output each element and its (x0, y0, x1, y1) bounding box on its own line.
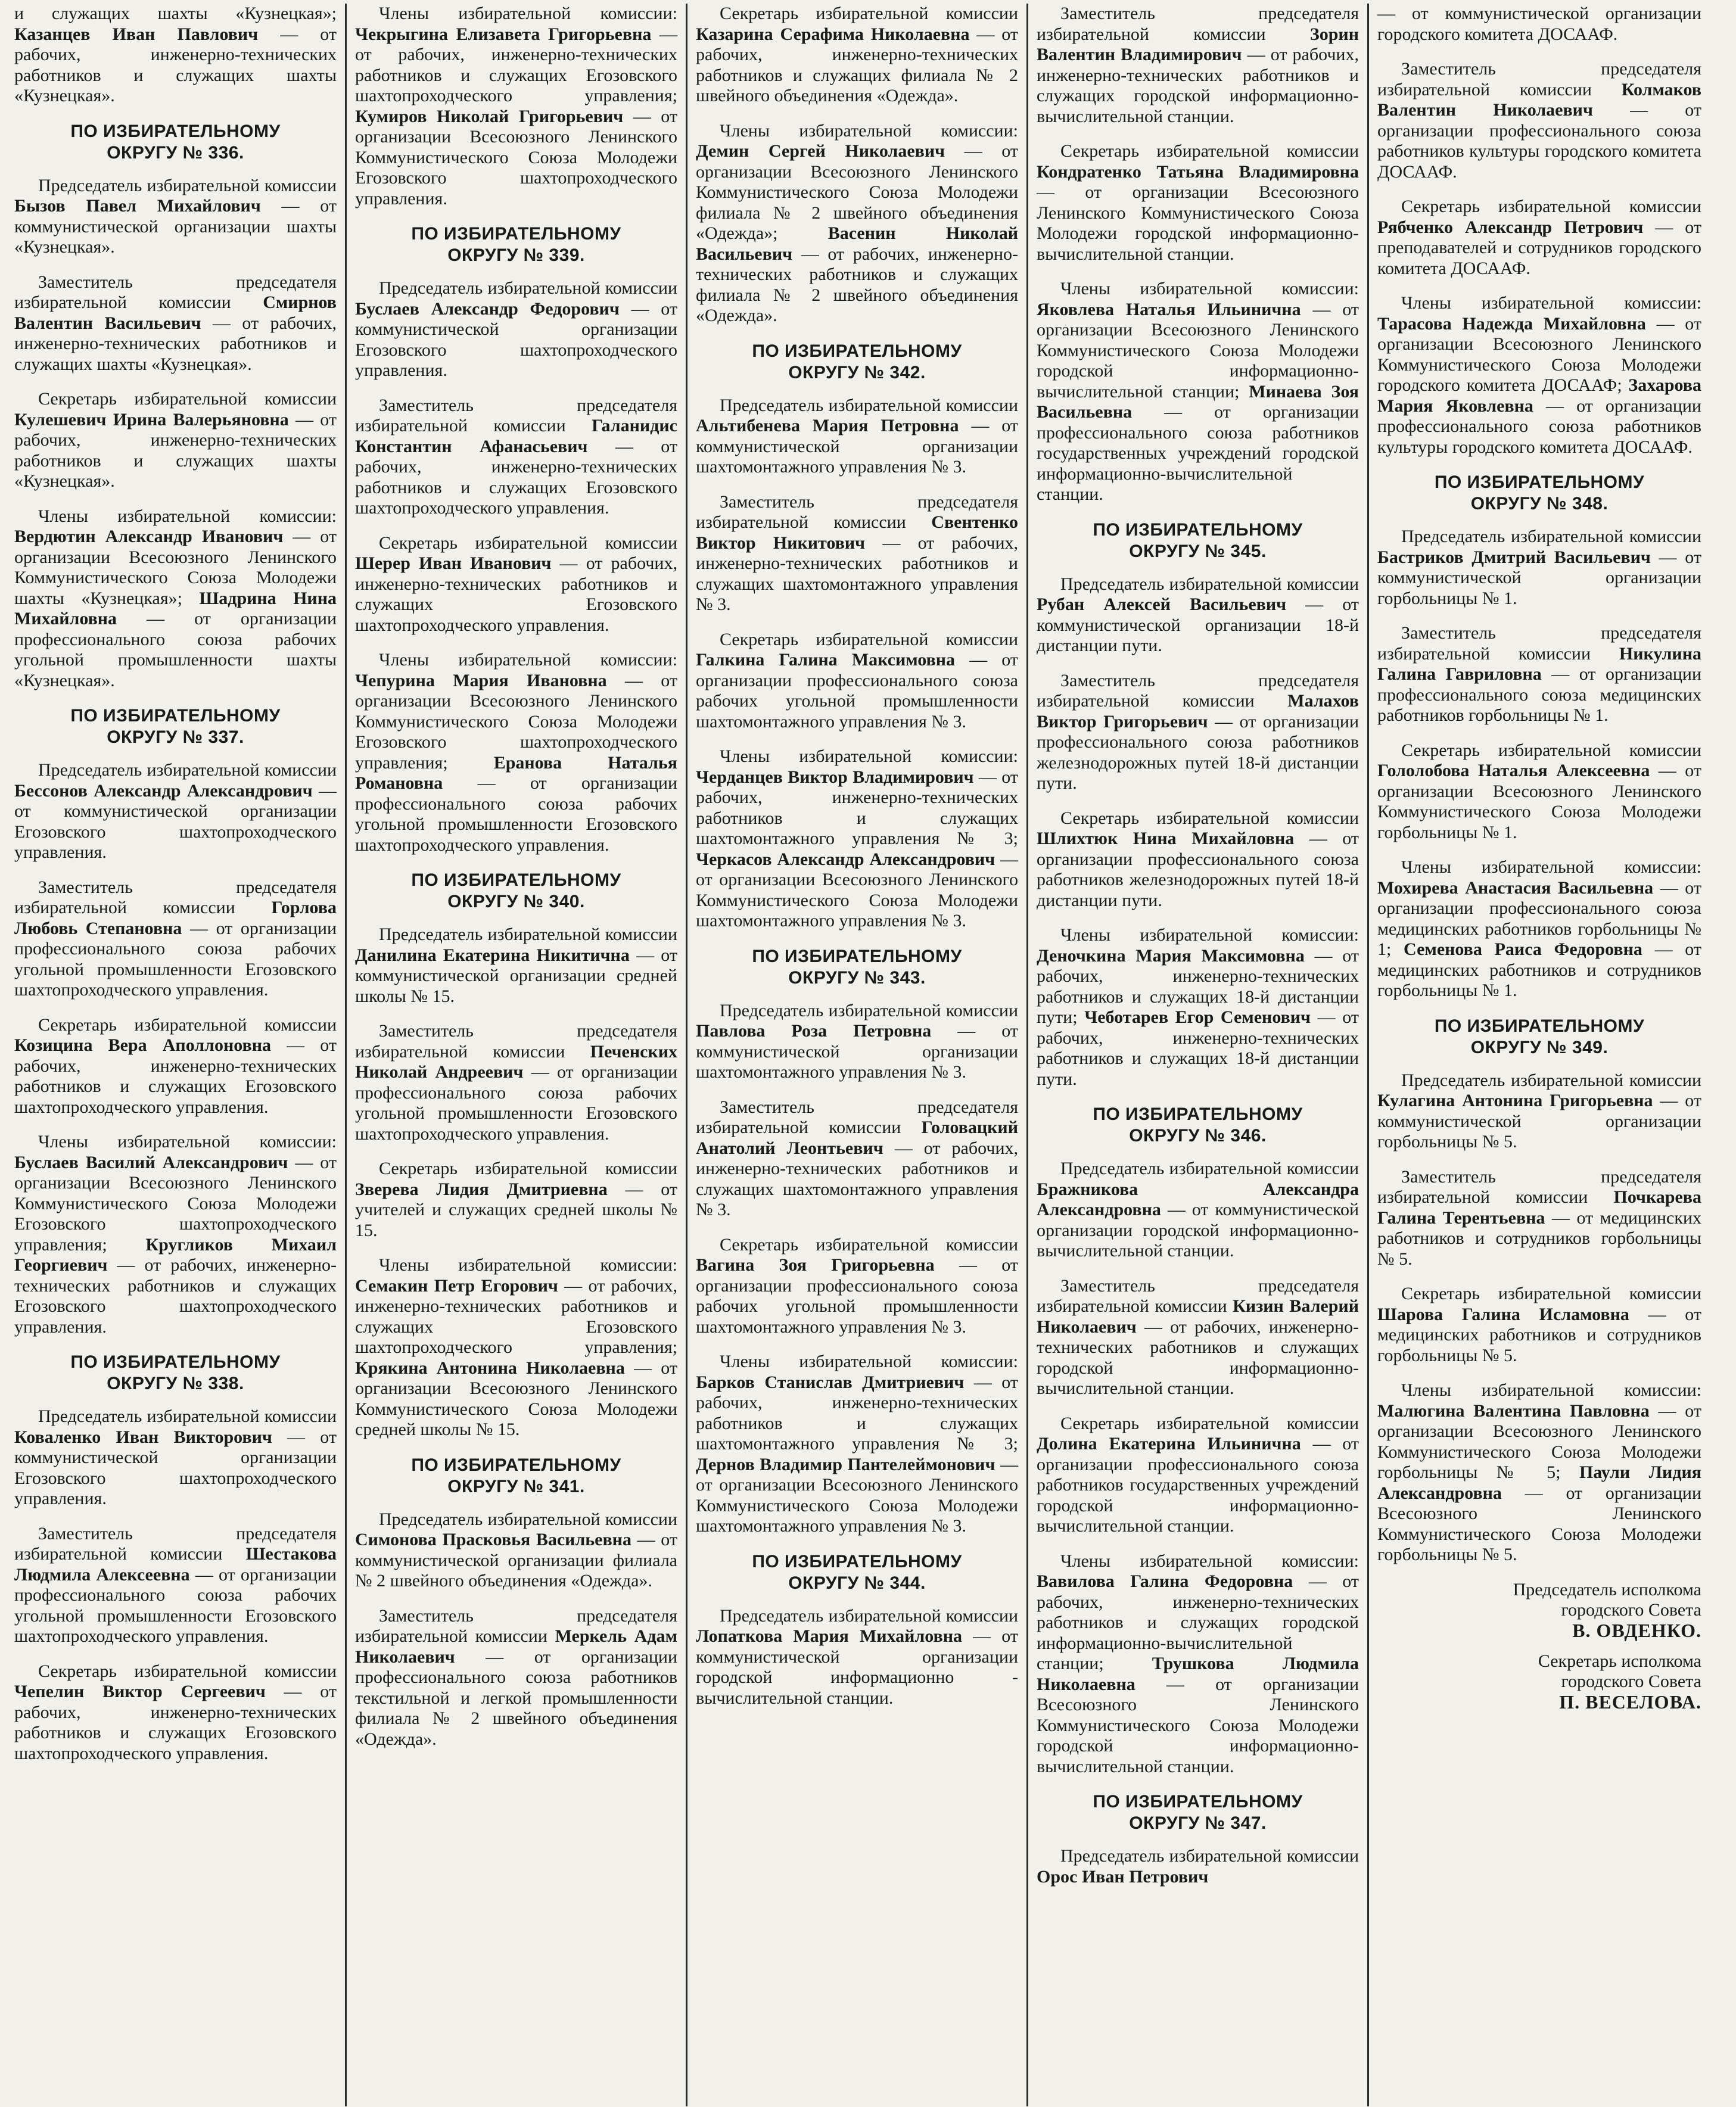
district-heading-number: ОКРУГУ № 345. (1129, 541, 1267, 561)
commission-entry: Секретарь избирательной комиссии Кондратенко Татьяна Владимировна — от организации Всесоюзного Ленинского Коммунистического Союза Молодежи городской информационно-вычислительной станции. (1037, 141, 1359, 264)
commission-entry: Председатель избирательной комиссии Альтибенева Мария Петровна — от коммунистической организации шахтомонтажного управления № 3. (696, 395, 1018, 477)
commission-entry: Председатель избирательной комиссии Коваленко Иван Викторович — от коммунистической организации Егозовского шахтопроходческого управления. (14, 1406, 337, 1508)
signature-block (1377, 1580, 1701, 1641)
district-heading-number: ОКРУГУ № 339. (447, 245, 585, 265)
district-heading (1377, 1016, 1701, 1059)
commission-entry: Члены избирательной комиссии: Буслаев Василий Александрович — от организации Всесоюзного Ленинского Коммунистического Союза Молодежи Егозовского шахтопроходческого управления; Кругликов Михаил Георгиевич — от рабочих, инженерно-технических работников и служащих Егозовского шахтопроходческого управления. (14, 1132, 337, 1337)
commission-entry: Председатель избирательной комиссии Орос Иван Петрович (1037, 1846, 1359, 1887)
district-heading-line1: ПО ИЗБИРАТЕЛЬНОМУ (411, 870, 621, 890)
commission-entry: Члены избирательной комиссии: Вавилова Галина Федоровна — от рабочих, инженерно-технических работников и служащих городской информационно-вычислительной станции; Трушкова Людмила Николаевна — от организации Всесоюзного Ленинского Коммунистического Союза Молодежи городской информационно-вычислительной станции. (1037, 1551, 1359, 1776)
commission-entry: Секретарь избирательной комиссии Кулешевич Ирина Валерьяновна — от рабочих, инженерно-технических работников и служащих шахты «Кузнецкая». (14, 389, 337, 491)
commission-entry: Члены избирательной комиссии: Тарасова Надежда Михайловна — от организации Всесоюзного Ленинского Коммунистического Союза Молодежи городского комитета ДОСААФ; Захарова Мария Яковлевна — от организации профессионального союза работников культуры городского комитета ДОСААФ. (1377, 293, 1701, 457)
commission-entry: Секретарь избирательной комиссии Казарина Серафима Николаевна — от рабочих, инженерно-технических работников и служащих филиала № 2 швейного объединения «Одежда». (696, 4, 1018, 105)
district-heading-line1: ПО ИЗБИРАТЕЛЬНОМУ (411, 224, 621, 244)
district-heading-line1: ПО ИЗБИРАТЕЛЬНОМУ (70, 121, 281, 141)
district-heading (1037, 1791, 1359, 1834)
commission-entry: Секретарь избирательной комиссии Зверева Лидия Дмитриевна — от учителей и служащих средней школы № 15. (355, 1159, 677, 1240)
commission-entry: Члены избирательной комиссии: Черданцев Виктор Владимирович — от рабочих, инженерно-технических работников и служащих шахтомонтажного управления № 3; Черкасов Александр Александрович — от организации Всесоюзного Ленинского Коммунистического Союза Молодежи шахтомонтажного управления № 3. (696, 746, 1019, 930)
signature-title: Секретарь исполкома (1538, 1651, 1701, 1671)
commission-entry: Заместитель председателя избирательной комиссии Галанидис Константин Афанасьевич — от рабочих, инженерно-технических работников и служащих Егозовского шахтопроходческого управления. (355, 395, 677, 518)
commission-entry: Члены избирательной комиссии: Чекрыгина Елизавета Григорьевна — от рабочих, инженерно-технических работников и служащих Егозовского шахтопроходческого управления; Кумиров Николай Григорьевич — от организации Всесоюзного Ленинского Коммунистического Союза Молодежи Егозовского шахтопроходческого управления. (355, 4, 678, 208)
district-heading (355, 1455, 677, 1498)
commission-entry: Секретарь избирательной комиссии Гололобова Наталья Алексеевна — от организации Всесоюзного Ленинского Коммунистического Союза Молодежи горбольницы № 1. (1377, 740, 1701, 842)
commission-entry: Заместитель председателя избирательной комиссии Малахов Виктор Григорьевич — от организации профессионального союза работников железнодорожных путей 18-й дистанции пути. (1037, 670, 1359, 793)
signature-title: Председатель исполкома (1513, 1579, 1701, 1599)
commission-entry: Заместитель председателя избирательной комиссии Печенских Николай Андреевич — от организации профессионального союза рабочих угольной промышленности Егозовского шахтопроходческого управления. (355, 1021, 678, 1144)
commission-entry: Председатель избирательной комиссии Бессонов Александр Александрович — от коммунистической организации Егозовского шахтопроходческого управления. (14, 760, 337, 862)
district-heading-number: ОКРУГУ № 347. (1129, 1813, 1267, 1833)
district-heading-number: ОКРУГУ № 336. (107, 142, 244, 163)
district-heading (14, 705, 337, 748)
district-heading-number: ОКРУГУ № 346. (1129, 1126, 1267, 1146)
commission-entry: Члены избирательной комиссии: Мохирева Анастасия Васильевна — от организации профессионального союза медицинских работников горбольницы № 1; Семенова Раиса Федоровна — от медицинских работников и сотрудников горбольницы № 1. (1377, 857, 1701, 1000)
district-heading-number: ОКРУГУ № 337. (107, 727, 244, 747)
district-heading-number: ОКРУГУ № 343. (788, 967, 926, 988)
district-heading-line1: ПО ИЗБИРАТЕЛЬНОМУ (70, 706, 281, 726)
commission-entry: и служащих шахты «Кузнецкая»; Казанцев Иван Павлович — от рабочих, инженерно-технических работников и служащих шахты «Кузнецкая». (14, 4, 337, 105)
commission-entry: Заместитель председателя избирательной комиссии Горлова Любовь Степановна — от организации профессионального союза рабочих угольной промышленности Егозовского шахтопроходческого управления. (14, 877, 337, 1000)
district-heading-line1: ПО ИЗБИРАТЕЛЬНОМУ (411, 1455, 621, 1475)
commission-entry: Председатель избирательной комиссии Данилина Екатерина Никитична — от коммунистической организации средней школы № 15. (355, 925, 677, 1006)
district-heading-number: ОКРУГУ № 348. (1470, 494, 1609, 513)
district-heading-number: ОКРУГУ № 349. (1470, 1037, 1609, 1057)
commission-entry: Заместитель председателя избирательной комиссии Меркель Адам Николаевич — от организации профессионального союза работников текстильной и легкой промышленности филиала № 2 швейного объединения «Одежда». (355, 1605, 677, 1749)
commission-entry: Секретарь избирательной комиссии Шарова Галина Исламовна — от медицинских работников и сотрудников горбольницы № 5. (1377, 1284, 1701, 1365)
district-heading-number: ОКРУГУ № 340. (447, 892, 585, 911)
district-heading-line1: ПО ИЗБИРАТЕЛЬНОМУ (1434, 1016, 1645, 1036)
signature-title: городского Совета (1561, 1671, 1701, 1691)
district-heading (355, 223, 677, 266)
column-1 (6, 4, 347, 2106)
district-heading-line1: ПО ИЗБИРАТЕЛЬНОМУ (752, 341, 962, 361)
district-heading-line1: ПО ИЗБИРАТЕЛЬНОМУ (1093, 1104, 1303, 1124)
commission-entry: Председатель избирательной комиссии Буслаев Александр Федорович — от коммунистической организации Егозовского шахтопроходческого управления. (355, 278, 677, 380)
column-2 (347, 4, 687, 2106)
commission-entry: Заместитель председателя избирательной комиссии Смирнов Валентин Васильевич — от рабочих, инженерно-технических работников и служащих шахты «Кузнецкая». (14, 272, 337, 374)
commission-entry: Секретарь избирательной комиссии Вагина Зоя Григорьевна — от организации профессионального союза рабочих угольной промышленности шахтомонтажного управления № 3. (696, 1234, 1018, 1337)
district-heading-number: ОКРУГУ № 338. (107, 1374, 244, 1393)
district-heading-number: ОКРУГУ № 342. (788, 362, 926, 382)
commission-entry: Секретарь избирательной комиссии Долина Екатерина Ильинична — от организации профессионального союза работников государственных учреждений городской информационно-вычислительной станции. (1037, 1413, 1359, 1536)
district-heading (355, 870, 677, 913)
commission-entry: Заместитель председателя избирательной комиссии Колмаков Валентин Николаевич — от организации профессионального союза работников культуры городского комитета ДОСААФ. (1377, 59, 1702, 182)
district-heading-line1: ПО ИЗБИРАТЕЛЬНОМУ (1093, 519, 1303, 540)
district-heading-line1: ПО ИЗБИРАТЕЛЬНОМУ (752, 1551, 962, 1571)
commission-entry: Председатель избирательной комиссии Симонова Прасковья Васильевна — от коммунистической организации филиала № 2 швейного объединения «Одежда». (355, 1509, 678, 1591)
commission-entry: Заместитель председателя избирательной комиссии Почкарева Галина Терентьевна — от медицинских работников и сотрудников горбольницы № 5. (1377, 1166, 1701, 1269)
commission-entry: Секретарь избирательной комиссии Шерер Иван Иванович — от рабочих, инженерно-технических работников и служащих Егозовского шахтопроходческого управления. (355, 533, 677, 635)
district-heading (696, 946, 1018, 989)
district-heading (14, 1352, 337, 1395)
district-heading-number: ОКРУГУ № 341. (447, 1476, 585, 1496)
commission-entry: Заместитель председателя избирательной комиссии Головацкий Анатолий Леонтьевич — от рабочих, инженерно-технических работников и служащих шахтомонтажного управления № 3. (696, 1097, 1018, 1219)
commission-entry: Члены избирательной комиссии: Яковлева Наталья Ильинична — от организации Всесоюзного Ленинского Коммунистического Союза Молодежи городской информационно-вычислительной станции; Минаева Зоя Васильевна — от организации профессионального союза работников государственных учреждений городской информационно-вычислительной станции. (1037, 279, 1359, 504)
commission-entry: Секретарь избирательной комиссии Рябченко Александр Петрович — от преподавателей и сотрудников городского комитета ДОСААФ. (1377, 197, 1701, 278)
commission-entry: Председатель избирательной комиссии Лопаткова Мария Михайловна — от коммунистической организации городской информационно - вычислительной станции. (696, 1605, 1018, 1708)
commission-entry: Председатель избирательной комиссии Кулагина Антонина Григорьевна — от коммунистической организации горбольницы № 5. (1377, 1070, 1702, 1151)
district-heading (1037, 519, 1359, 562)
column-4 (1028, 4, 1369, 2106)
commission-entry: Члены избирательной комиссии: Деночкина Мария Максимовна — от рабочих, инженерно-технических работников и служащих 18-й дистанции пути; Чеботарев Егор Семенович — от рабочих, инженерно-технических работников и служащих 18-й дистанции пути. (1037, 925, 1359, 1089)
commission-entry: Заместитель председателя избирательной комиссии Никулина Галина Гавриловна — от организации профессионального союза медицинских работников горбольницы № 1. (1377, 623, 1702, 725)
commission-entry: Секретарь избирательной комиссии Козицина Вера Аполлоновна — от рабочих, инженерно-технических работников и служащих Егозовского шахтопроходческого управления. (14, 1014, 337, 1117)
district-heading (14, 121, 337, 164)
district-heading (1377, 472, 1701, 515)
district-heading-line1: ПО ИЗБИРАТЕЛЬНОМУ (1093, 1792, 1303, 1812)
commission-entry: — от коммунистической организации городского комитета ДОСААФ. (1377, 4, 1701, 44)
commission-entry: Секретарь избирательной комиссии Галкина Галина Максимовна — от организации профессионального союза рабочих угольной промышленности шахтомонтажного управления № 3. (696, 629, 1018, 732)
district-heading-number: ОКРУГУ № 344. (788, 1573, 926, 1593)
commission-entry: Председатель избирательной комиссии Бастриков Дмитрий Васильевич — от коммунистической организации горбольницы № 1. (1377, 527, 1701, 608)
district-heading (696, 1551, 1018, 1594)
commission-entry: Заместитель председателя избирательной комиссии Кизин Валерий Николаевич — от рабочих, инженерно-технических работников и служащих городской информационно-вычислительной станции. (1037, 1275, 1359, 1398)
signature-name: В. ОВДЕНКО. (1572, 1619, 1701, 1641)
commission-entry: Председатель избирательной комиссии Бражникова Александра Александровна — от коммунистической организации городской информационно-вычислительной станции. (1037, 1159, 1359, 1261)
district-heading-line1: ПО ИЗБИРАТЕЛЬНОМУ (70, 1352, 281, 1372)
commission-entry: Заместитель председателя избирательной комиссии Шестакова Людмила Алексеевна — от организации профессионального союза рабочих угольной промышленности Егозовского шахтопроходческого управления. (14, 1523, 337, 1646)
commission-entry: Члены избирательной комиссии: Вердютин Александр Иванович — от организации Всесоюзного Ленинского Коммунистического Союза Молодежи шахты «Кузнецкая»; Шадрина Нина Михайловна — от организации профессионального союза рабочих угольной промышленности шахты «Кузнецкая». (14, 506, 337, 690)
column-3 (687, 4, 1028, 2106)
signature-block (1377, 1651, 1701, 1712)
column-5 (1369, 4, 1710, 2106)
commission-entry: Секретарь избирательной комиссии Шлихтюк Нина Михайловна — от организации профессионального союза работников железнодорожных путей 18-й дистанции пути. (1037, 808, 1359, 910)
commission-entry: Секретарь избирательной комиссии Чепелин Виктор Сергеевич — от рабочих, инженерно-технических работников и служащих Егозовского шахтопроходческого управления. (14, 1661, 337, 1763)
commission-entry: Заместитель председателя избирательной комиссии Свентенко Виктор Никитович — от рабочих, инженерно-технических работников и служащих шахтомонтажного управления № 3. (696, 491, 1018, 614)
commission-entry: Члены избирательной комиссии: Барков Станислав Дмитриевич — от рабочих, инженерно-технических работников и служащих шахтомонтажного управления № 3; Дернов Владимир Пантелеймонович — от организации Всесоюзного Ленинского Коммунистического Союза Молодежи шахтомонтажного управления № 3. (696, 1352, 1018, 1536)
commission-entry: Председатель избирательной комиссии Бызов Павел Михайлович — от коммунистической организации шахты «Кузнецкая». (14, 175, 337, 257)
signature-name: П. ВЕСЕЛОВА. (1559, 1691, 1701, 1713)
district-heading-line1: ПО ИЗБИРАТЕЛЬНОМУ (1434, 472, 1645, 492)
district-heading (1037, 1104, 1359, 1147)
commission-entry: Члены избирательной комиссии: Чепурина Мария Ивановна — от организации Всесоюзного Ленинского Коммунистического Союза Молодежи Егозовского шахтопроходческого управления; Еранова Наталья Романовна — от организации профессионального союза рабочих угольной промышленности Егозовского шахтопроходческого управления. (355, 650, 678, 855)
district-heading-line1: ПО ИЗБИРАТЕЛЬНОМУ (752, 946, 962, 966)
commission-entry: Заместитель председателя избирательной комиссии Зорин Валентин Владимирович — от рабочих, инженерно-технических работников и служащих городской информационно-вычислительной станции. (1037, 4, 1359, 126)
commission-entry: Председатель избирательной комиссии Павлова Роза Петровна — от коммунистической организации шахтомонтажного управления № 3. (696, 1000, 1018, 1082)
commission-entry: Члены избирательной комиссии: Демин Сергей Николаевич — от организации Всесоюзного Ленинского Коммунистического Союза Молодежи филиала № 2 швейного объединения «Одежда»; Васенин Николай Васильевич — от рабочих, инженерно-технических работников и служащих филиала № 2 швейного объединения «Одежда». (696, 120, 1018, 325)
district-heading (696, 341, 1018, 384)
signature-title: городского Совета (1561, 1599, 1701, 1620)
commission-entry: Члены избирательной комиссии: Малюгина Валентина Павловна — от организации Всесоюзного Ленинского Коммунистического Союза Молодежи горбольницы № 5; Паули Лидия Александровна — от организации Всесоюзного Ленинского Коммунистического Союза Молодежи горбольницы № 5. (1377, 1380, 1702, 1564)
commission-entry: Члены избирательной комиссии: Семакин Петр Егорович — от рабочих, инженерно-технических работников и служащих Егозовского шахтопроходческого управления; Крякина Антонина Николаевна — от организации Всесоюзного Ленинского Коммунистического Союза Молодежи средней школы № 15. (355, 1255, 678, 1439)
commission-entry: Председатель избирательной комиссии Рубан Алексей Васильевич — от коммунистической организации 18-й дистанции пути. (1037, 574, 1359, 655)
